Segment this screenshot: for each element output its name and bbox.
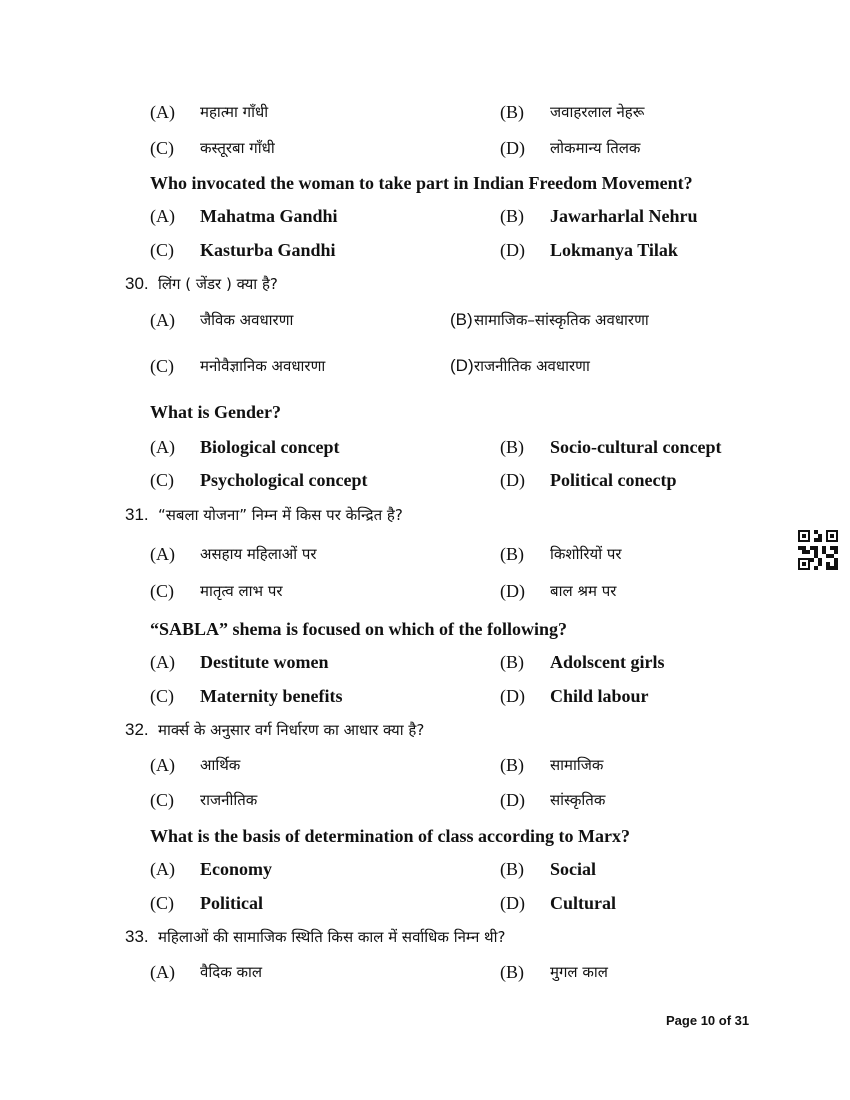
option-text: सामाजिक [550,756,604,774]
option-text: लोकमान्य तिलक [550,139,641,157]
question-number: 33. [125,927,149,946]
option-label: (C) [150,356,174,376]
question-text-hindi: मार्क्स के अनुसार वर्ग निर्धारण का आधार क्या है? [158,721,425,739]
option-text: Kasturba Gandhi [200,240,336,260]
option-label: (B) [500,102,524,122]
option-text: Economy [200,859,272,879]
option-text: Cultural [550,893,617,913]
option-text: Child labour [550,686,649,706]
option-label: (A) [150,310,175,330]
option-text: जवाहरलाल नेहरू [550,103,645,121]
option-text: Mahatma Gandhi [200,206,338,226]
option-label: (B) [500,652,524,672]
option-text: Social [550,859,597,879]
option-text: Political [200,893,263,913]
question-number: 30. [125,274,149,293]
option-text: Psychological concept [200,470,368,490]
option-label: (D) [500,240,525,260]
option-text: असहाय महिलाओं पर [200,545,317,563]
option-text: Jawarharlal Nehru [550,206,698,226]
question-text-english: “SABLA” shema is focused on which of the following? [150,619,568,639]
option-text: Maternity benefits [200,686,343,706]
page-of: of [715,1013,735,1028]
option-label: (A) [150,437,175,457]
question-text-hindi: “सबला योजना” निम्न में किस पर केन्द्रित है? [158,506,403,524]
option-label: (D) [500,581,525,601]
option-text: Lokmanya Tilak [550,240,678,260]
question-text-english: What is Gender? [150,402,282,422]
option-label: (B) [500,206,524,226]
option-text: Destitute women [200,652,329,672]
option-label: (B) [500,859,524,879]
option-label: (D) [500,686,525,706]
option-text: महात्मा गाँधी [200,103,269,121]
option-label: (C) [150,138,174,158]
option-label: (A) [150,859,175,879]
total-pages: 31 [734,1013,750,1028]
option-text: सांस्कृतिक [550,791,606,809]
option-label: (A) [150,962,175,982]
option-label: (B) [500,544,524,564]
option-label: (B) [450,310,473,329]
option-text: वैदिक काल [200,963,263,981]
option-label: (D) [500,470,525,490]
option-text: सामाजिक–सांस्कृतिक अवधारणा [474,311,649,329]
question-text-english: What is the basis of determination of class according to Marx? [150,826,630,846]
option-label: (A) [150,755,175,775]
option-text: कस्तूरबा गाँधी [200,139,275,157]
option-text: मुगल काल [550,963,608,981]
page-label: Page [666,1013,701,1028]
option-text: बाल श्रम पर [550,582,617,600]
option-text: Socio-cultural concept [550,437,722,457]
option-text: Biological concept [200,437,340,457]
option-label: (C) [150,686,174,706]
question-number: 32. [125,720,149,739]
option-text: राजनीतिक अवधारणा [474,357,590,375]
option-text: मातृत्व लाभ पर [200,582,283,600]
option-text: जैविक अवधारणा [200,311,294,329]
option-label: (A) [150,652,175,672]
option-label: (D) [500,790,525,810]
option-label: (A) [150,102,175,122]
question-number: 31. [125,505,149,524]
qr-code-icon [798,530,838,570]
option-label: (C) [150,790,174,810]
option-label: (C) [150,240,174,260]
option-label: (A) [150,206,175,226]
option-text: Adolscent girls [550,652,665,672]
page-number [666,1013,749,1028]
option-label: (D) [450,356,474,375]
option-text: राजनीतिक [200,791,258,809]
current-page: 10 [700,1013,716,1028]
option-label: (B) [500,962,524,982]
option-text: किशोरियों पर [550,545,622,563]
option-label: (C) [150,581,174,601]
option-label: (D) [500,138,525,158]
question-text-english: Who invocated the woman to take part in Indian Freedom Movement? [150,173,693,193]
option-label: (B) [500,755,524,775]
option-label: (C) [150,470,174,490]
option-label: (D) [500,893,525,913]
option-label: (A) [150,544,175,564]
option-text: मनोवैज्ञानिक अवधारणा [200,357,326,375]
option-label: (B) [500,437,524,457]
question-text-hindi: महिलाओं की सामाजिक स्थिति किस काल में सर्वाधिक निम्न थी? [158,928,506,946]
option-text: आर्थिक [200,756,241,774]
question-text-hindi: लिंग ( जेंडर ) क्या है? [158,275,278,293]
option-label: (C) [150,893,174,913]
option-text: Political conectp [550,470,677,490]
